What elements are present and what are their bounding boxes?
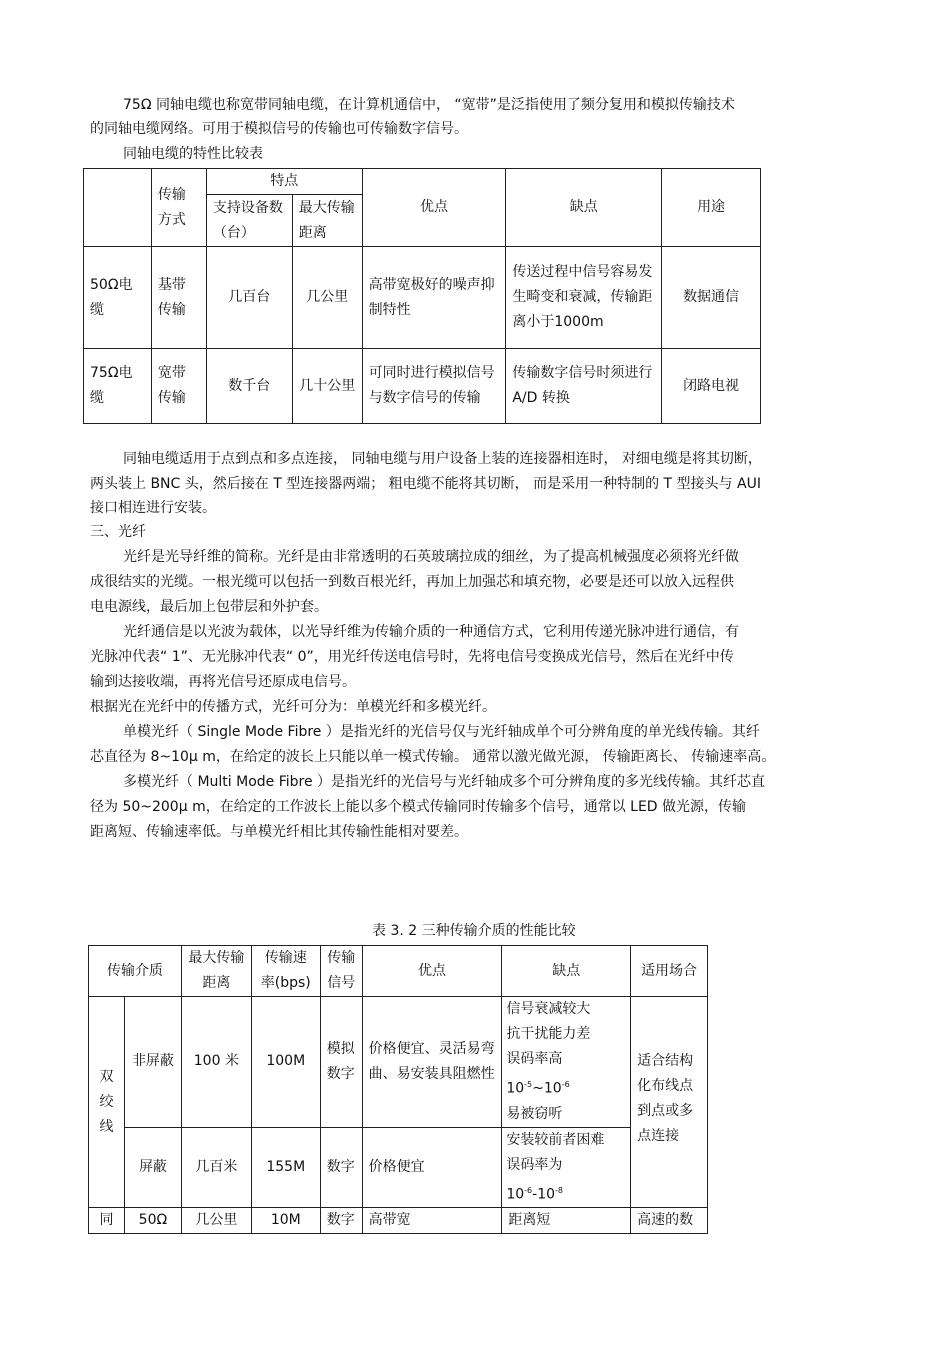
intro-line-1: 75Ω 同轴电缆也称宽带同轴电缆，在计算机通信中， “宽带”是泛指使用了频分复用和模拟传输技术 — [123, 97, 735, 113]
exponent: -8 — [555, 1185, 563, 1195]
disadv-cell — [502, 997, 631, 1128]
rate-cell: 155M — [251, 1127, 320, 1208]
disadv-line: 误码率为 — [506, 1156, 563, 1173]
table2-caption: 表 3. 2 三种传输介质的性能比较 — [372, 923, 576, 939]
disadv-cell: 传送过程中信号容易发生畸变和衰减，传输距离小于1000m — [506, 247, 662, 349]
devices-cell: 数千台 — [206, 349, 292, 424]
error-rate-range — [506, 1072, 626, 1102]
table1-header-adv: 优点 — [362, 169, 506, 247]
use-cell: 适合结构化布线点到点或多点连接 — [631, 997, 708, 1208]
value-text: 10 — [506, 1080, 525, 1097]
table1-header-feature: 特点 — [206, 169, 362, 195]
table2-header-signal: 传输信号 — [320, 946, 362, 997]
media-comparison-table — [88, 945, 708, 1234]
adv-cell: 高带宽 — [362, 1208, 502, 1234]
mode-cell: 宽带传输 — [151, 349, 206, 424]
body-line: 成很结实的光缆。一根光缆可以包括一到数百根光纤，再加上加强芯和填充物，必要是还可以放入远程供 — [90, 574, 734, 590]
table1-header-blank — [84, 169, 152, 247]
disadv-cell: 传输数字信号时须进行 A/D 转换 — [506, 349, 662, 424]
table1-header-distance: 最大传输距离 — [292, 195, 362, 247]
table1-header-disadv: 缺点 — [506, 169, 662, 247]
disadv-cell — [502, 1127, 631, 1208]
signal-cell: 数字 — [320, 1208, 362, 1234]
use-cell: 闭路电视 — [662, 349, 761, 424]
adv-cell: 价格便宜、灵活易弯曲、易安装具阻燃性 — [362, 997, 502, 1128]
table2-header-distance: 最大传输距离 — [181, 946, 251, 997]
distance-cell: 100 米 — [181, 997, 251, 1128]
table1-header-devices: 支持设备数（台） — [206, 195, 292, 247]
body-line: 两头装上 BNC 头，然后接在 T 型连接器两端； 粗电缆不能将其切断， 而是采用一种特制的 T 型接头与 AUI — [90, 476, 761, 492]
cable-cell: 50Ω电缆 — [84, 247, 152, 349]
signal-cell: 模拟数字 — [320, 997, 362, 1128]
table-row — [89, 997, 708, 1128]
value-text: -10 — [532, 1186, 556, 1203]
adv-cell: 价格便宜 — [362, 1127, 502, 1208]
rate-cell: 100M — [251, 997, 320, 1128]
body-line: 光脉冲代表“ 1”、无光脉冲代表“ 0”，用光纤传送电信号时，先将电信号变换成光信号，然后在光纤中传 — [90, 649, 734, 665]
body-line: 芯直径为 8~10μ m，在给定的波长上只能以单一模式传输。 通常以激光做光源， 传输距离长、 传输速率高。 — [90, 749, 776, 765]
distance-cell: 几十公里 — [292, 349, 362, 424]
table-row — [84, 247, 761, 349]
table-row — [89, 1127, 708, 1208]
adv-cell: 高带宽极好的噪声抑制特性 — [362, 247, 506, 349]
section-heading: 三、光纤 — [90, 524, 146, 540]
signal-cell: 数字 — [320, 1127, 362, 1208]
intro-line-2: 的同轴电缆网络。可用于模拟信号的传输也可传输数字信号。 — [90, 121, 468, 137]
body-line: 单模光纤（ Single Mode Fibre ）是指光纤的光信号仅与光纤轴成单个可分辨角度的单光线传输。其纤 — [123, 724, 760, 740]
body-line: 电电源线，最后加上包带层和外护套。 — [90, 599, 328, 615]
exponent: -6 — [524, 1185, 533, 1195]
disadv-cell: 距离短 — [502, 1208, 631, 1234]
use-cell: 数据通信 — [662, 247, 761, 349]
body-line: 多模光纤（ Multi Mode Fibre ）是指光纤的光信号与光纤轴成多个可分辨角度的多光线传输。其纤芯直 — [123, 774, 766, 790]
body-line: 光纤通信是以光波为载体，以光导纤维为传输介质的一种通信方式，它利用传递光脉冲进行通信，有 — [123, 624, 739, 640]
coax-comparison-table — [83, 168, 761, 424]
disadv-line: 误码率高 — [506, 1051, 563, 1067]
body-line: 同轴电缆适用于点到点和多点连接， 同轴电缆与用户设备上装的连接器相连时， 对细电缆是将其切断， — [123, 451, 762, 467]
table1-header-use: 用途 — [662, 169, 761, 247]
coax-medium-cell: 同 — [89, 1208, 125, 1234]
exponent: -5 — [524, 1080, 533, 1089]
error-rate-range — [506, 1178, 626, 1208]
body-line: 根据光在光纤中的传播方式，光纤可分为：单模光纤和多模光纤。 — [90, 699, 496, 715]
cable-cell: 75Ω电缆 — [84, 349, 152, 424]
body-line: 径为 50~200μ m，在给定的工作波长上能以多个模式传输同时传输多个信号，通常以 LED 做光源，传输 — [90, 799, 747, 815]
disadv-line: 信号衰减较大 — [506, 1001, 591, 1017]
exponent: -6 — [561, 1080, 570, 1089]
distance-cell: 几公里 — [292, 247, 362, 349]
table-row — [84, 349, 761, 424]
table2-header-adv: 优点 — [362, 946, 502, 997]
value-text: ~10 — [532, 1080, 562, 1097]
use-cell: 高速的数 — [631, 1208, 708, 1234]
table2-header-medium: 传输介质 — [89, 946, 182, 997]
table2-header-rate: 传输速率(bps) — [251, 946, 320, 997]
disadv-line: 易被窃听 — [506, 1105, 563, 1122]
adv-cell: 可同时进行模拟信号与数字信号的传输 — [362, 349, 506, 424]
table-row — [89, 1208, 708, 1234]
distance-cell: 几百米 — [181, 1127, 251, 1208]
body-line: 输到达接收端，再将光信号还原成电信号。 — [90, 674, 356, 690]
devices-cell: 几百台 — [206, 247, 292, 349]
mode-cell: 基带传输 — [151, 247, 206, 349]
body-line: 光纤是光导纤维的简称。光纤是由非常透明的石英玻璃拉成的细丝，为了提高机械强度必须将光纤做 — [123, 549, 739, 565]
rate-cell: 10M — [251, 1208, 320, 1234]
value-text: 10 — [506, 1186, 525, 1203]
body-line: 距离短、传输速率低。与单模光纤相比其传输性能相对要差。 — [90, 824, 468, 840]
disadv-line: 安装较前者困难 — [506, 1131, 605, 1148]
table1-caption: 同轴电缆的特性比较表 — [123, 146, 263, 162]
type-cell: 屏蔽 — [124, 1127, 181, 1208]
type-cell: 50Ω — [124, 1208, 181, 1234]
table2-header-use: 适用场合 — [631, 946, 708, 997]
type-cell: 非屏蔽 — [124, 997, 181, 1128]
twisted-pair-cell: 双绞线 — [89, 997, 125, 1208]
table1-header-mode: 传输方式 — [151, 169, 206, 247]
table2-header-disadv: 缺点 — [502, 946, 631, 997]
body-line: 接口相连进行安装。 — [90, 500, 216, 516]
distance-cell: 几公里 — [181, 1208, 251, 1234]
disadv-line: 抗干扰能力差 — [506, 1026, 591, 1042]
